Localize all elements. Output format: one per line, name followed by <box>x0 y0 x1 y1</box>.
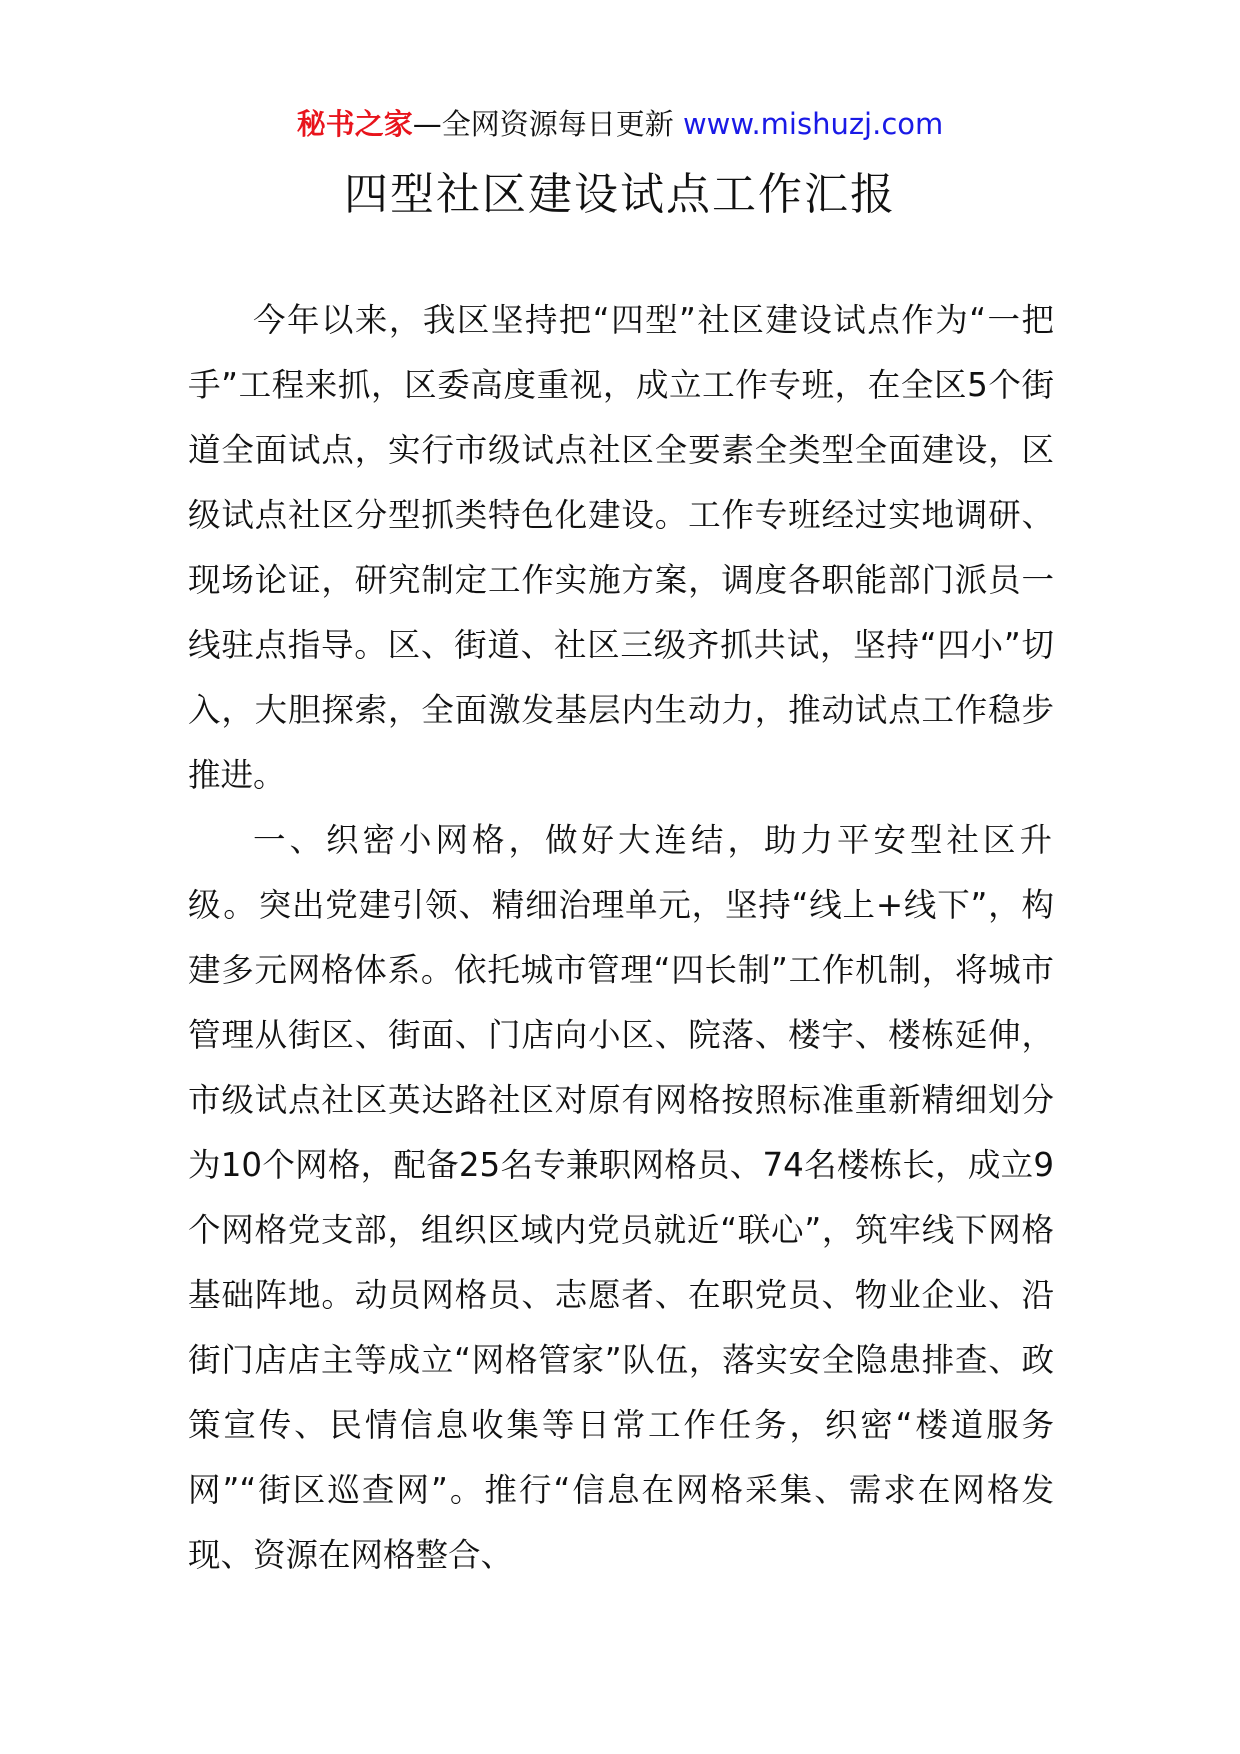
site-header <box>0 104 1240 144</box>
document-body <box>188 288 1054 1588</box>
site-url-link[interactable]: www.mishuzj.com <box>682 107 944 141</box>
section-1-heading: 一、织密小网格，做好大连结，助力平安型社区升级。 <box>188 821 1054 924</box>
section-1-body: 突出党建引领、精细治理单元，坚持“线上+线下”，构建多元网格体系。依托城市管理“四长制”工作机制，将城市管理从街区、街面、门店向小区、院落、楼宇、楼栋延伸，市级试点社区英达路社区对原有网格按照标准重新精细划分为10个网格，配备25名专兼职网格员、74名楼栋长，成立9个网格党支部，组织区域内党员就近“联心”，筑牢线下网格基础阵地。动员网格员、志愿者、在职党员、物业企业、沿街门店店主等成立“网格管家”队伍，落实安全隐患排查、政策宣传、民情信息收集等日常工作任务，织密“楼道服务网”“街区巡查网”。推行“信息在网格采集、需求在网格发现、资源在网格整合、 <box>188 886 1054 1574</box>
document-title: 四型社区建设试点工作汇报 <box>344 169 896 220</box>
section-1-paragraph <box>188 808 1054 1588</box>
header-tagline: —全网资源每日更新 <box>412 107 683 141</box>
brand-name: 秘书之家 <box>296 107 413 141</box>
intro-paragraph: 今年以来，我区坚持把“四型”社区建设试点作为“一把手”工程来抓，区委高度重视，成立工作专班，在全区5个街道全面试点，实行市级试点社区全要素全类型全面建设，区级试点社区分型抓类特色化建设。工作专班经过实地调研、现场论证，研究制定工作实施方案，调度各职能部门派员一线驻点指导。区、街道、社区三级齐抓共试，坚持“四小”切入，大胆探索，全面激发基层内生动力，推动试点工作稳步推进。 <box>188 301 1054 794</box>
